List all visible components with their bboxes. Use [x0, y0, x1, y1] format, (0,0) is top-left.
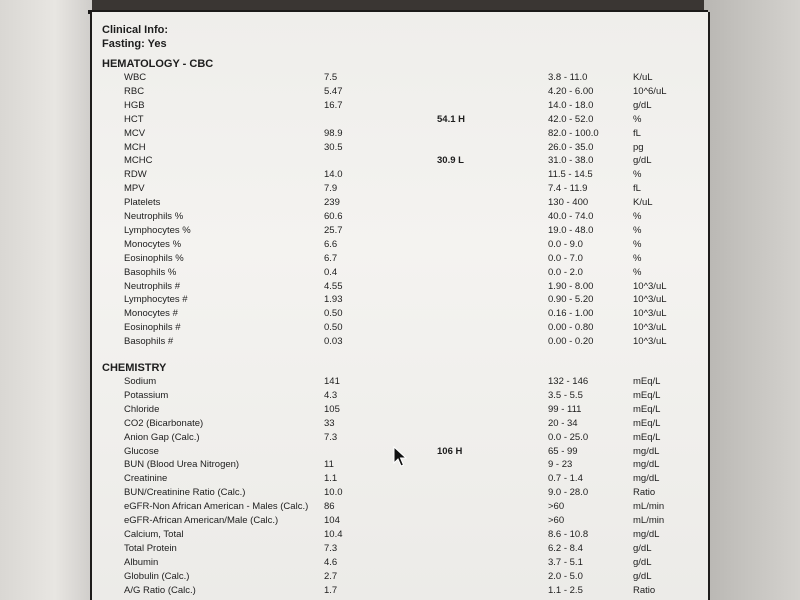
reference-range: 9.0 - 28.0 — [548, 487, 589, 498]
test-name: MCHC — [124, 155, 153, 166]
test-units: Ratio — [633, 585, 656, 596]
test-units: g/dL — [633, 100, 652, 111]
test-name: Sodium — [124, 376, 157, 387]
test-units: mEq/L — [633, 376, 661, 387]
reference-range: 8.6 - 10.8 — [548, 529, 589, 540]
test-name: Platelets — [124, 197, 161, 208]
test-name: eGFR-African American/Male (Calc.) — [124, 515, 279, 526]
test-name: WBC — [124, 72, 147, 83]
reference-range: 1.1 - 2.5 — [548, 585, 583, 596]
reference-range: 19.0 - 48.0 — [548, 225, 594, 236]
test-name: Creatinine — [124, 473, 168, 484]
test-units: g/dL — [633, 557, 652, 568]
reference-range: 2.0 - 5.0 — [548, 571, 583, 582]
abnormal-result-flag: 106 H — [437, 446, 463, 457]
test-result: 0.4 — [324, 267, 338, 278]
test-name: BUN (Blood Urea Nitrogen) — [124, 459, 240, 470]
test-result: 4.3 — [324, 390, 338, 401]
test-units: % — [633, 253, 642, 264]
reference-range: 3.5 - 5.5 — [548, 390, 583, 401]
monitor-bezel-right — [704, 0, 800, 600]
test-units: 10^3/uL — [633, 281, 667, 292]
test-units: % — [633, 239, 642, 250]
test-name: Eosinophils % — [124, 253, 184, 264]
reference-range: 65 - 99 — [548, 446, 578, 457]
reference-range: >60 — [548, 515, 565, 526]
test-name: Monocytes % — [124, 239, 182, 250]
test-name: CO2 (Bicarbonate) — [124, 418, 204, 429]
test-name: HGB — [124, 100, 145, 111]
test-name: Glucose — [124, 446, 159, 457]
reference-range: 31.0 - 38.0 — [548, 155, 594, 166]
test-result: 1.1 — [324, 473, 338, 484]
test-result: 6.7 — [324, 253, 338, 264]
test-units: g/dL — [633, 543, 652, 554]
test-result: 60.6 — [324, 211, 343, 222]
test-units: mL/min — [633, 515, 665, 526]
test-result: 7.9 — [324, 183, 338, 194]
test-units: g/dL — [633, 155, 652, 166]
test-result: 141 — [324, 376, 340, 387]
reference-range: 0.90 - 5.20 — [548, 294, 594, 305]
reference-range: 42.0 - 52.0 — [548, 114, 594, 125]
reference-range: 7.4 - 11.9 — [548, 183, 588, 194]
test-units: Ratio — [633, 487, 656, 498]
test-units: pg — [633, 142, 644, 153]
test-units: mg/dL — [633, 446, 660, 457]
test-result: 7.5 — [324, 72, 338, 83]
test-units: fL — [633, 183, 641, 194]
reference-range: 0.00 - 0.80 — [548, 322, 594, 333]
reference-range: 4.20 - 6.00 — [548, 86, 594, 97]
test-units: mg/dL — [633, 459, 660, 470]
test-name: Lymphocytes % — [124, 225, 191, 236]
reference-range: >60 — [548, 501, 565, 512]
test-result: 239 — [324, 197, 340, 208]
test-result: 10.0 — [324, 487, 343, 498]
reference-range: 0.16 - 1.00 — [548, 308, 594, 319]
test-units: mL/min — [633, 501, 665, 512]
reference-range: 99 - 111 — [548, 404, 582, 415]
test-name: Neutrophils # — [124, 281, 180, 292]
test-name: Globulin (Calc.) — [124, 571, 190, 582]
test-name: Anion Gap (Calc.) — [124, 432, 200, 443]
reference-range: 0.00 - 0.20 — [548, 336, 594, 347]
test-result: 33 — [324, 418, 335, 429]
test-result: 86 — [324, 501, 335, 512]
test-units: % — [633, 225, 642, 236]
test-units: K/uL — [633, 72, 653, 83]
reference-range: 130 - 400 — [548, 197, 589, 208]
test-result: 30.5 — [324, 142, 343, 153]
reference-range: 20 - 34 — [548, 418, 578, 429]
test-name: Total Protein — [124, 543, 177, 554]
test-units: mEq/L — [633, 404, 661, 415]
reference-range: 40.0 - 74.0 — [548, 211, 594, 222]
test-result: 0.50 — [324, 308, 343, 319]
test-result: 6.6 — [324, 239, 338, 250]
test-name: Monocytes # — [124, 308, 178, 319]
fasting-status: Fasting: Yes — [102, 38, 167, 50]
test-name: Calcium, Total — [124, 529, 184, 540]
test-name: MPV — [124, 183, 145, 194]
test-name: BUN/Creatinine Ratio (Calc.) — [124, 487, 246, 498]
reference-range: 11.5 - 14.5 — [548, 169, 593, 180]
reference-range: 0.0 - 9.0 — [548, 239, 583, 250]
test-result: 105 — [324, 404, 340, 415]
test-name: Eosinophils # — [124, 322, 181, 333]
reference-range: 3.7 - 5.1 — [548, 557, 583, 568]
test-units: 10^3/uL — [633, 322, 667, 333]
mouse-pointer-icon — [393, 446, 407, 468]
test-name: RDW — [124, 169, 147, 180]
reference-range: 0.0 - 7.0 — [548, 253, 583, 264]
test-name: Basophils % — [124, 267, 177, 278]
reference-range: 3.8 - 11.0 — [548, 72, 588, 83]
test-name: Chloride — [124, 404, 160, 415]
test-name: Lymphocytes # — [124, 294, 188, 305]
test-result: 11 — [324, 459, 334, 470]
test-name: Potassium — [124, 390, 169, 401]
test-result: 1.93 — [324, 294, 343, 305]
test-result: 4.55 — [324, 281, 343, 292]
test-result: 0.50 — [324, 322, 343, 333]
test-units: 10^6/uL — [633, 86, 667, 97]
test-result: 98.9 — [324, 128, 343, 139]
reference-range: 1.90 - 8.00 — [548, 281, 594, 292]
test-units: 10^3/uL — [633, 336, 667, 347]
test-units: % — [633, 114, 642, 125]
test-result: 2.7 — [324, 571, 338, 582]
test-result: 4.6 — [324, 557, 338, 568]
test-name: MCH — [124, 142, 146, 153]
test-units: g/dL — [633, 571, 652, 582]
test-units: mEq/L — [633, 418, 661, 429]
test-units: mg/dL — [633, 529, 660, 540]
monitor-bezel-left — [0, 0, 92, 600]
section-heading-hematology: HEMATOLOGY - CBC — [102, 58, 214, 70]
test-result: 7.3 — [324, 432, 338, 443]
test-units: 10^3/uL — [633, 308, 667, 319]
test-name: A/G Ratio (Calc.) — [124, 585, 196, 596]
test-units: mEq/L — [633, 432, 661, 443]
test-result: 5.47 — [324, 86, 343, 97]
test-units: mEq/L — [633, 390, 661, 401]
test-name: Albumin — [124, 557, 159, 568]
test-name: eGFR-Non African American - Males (Calc.) — [124, 501, 309, 512]
test-result: 1.7 — [324, 585, 338, 596]
test-units: mg/dL — [633, 473, 660, 484]
reference-range: 0.7 - 1.4 — [548, 473, 583, 484]
reference-range: 9 - 23 — [548, 459, 573, 470]
clinical-info-title: Clinical Info: — [102, 24, 168, 36]
reference-range: 6.2 - 8.4 — [548, 543, 583, 554]
test-result: 7.3 — [324, 543, 338, 554]
test-name: RBC — [124, 86, 145, 97]
test-units: % — [633, 211, 642, 222]
test-units: 10^3/uL — [633, 294, 667, 305]
section-heading-chemistry: CHEMISTRY — [102, 362, 167, 374]
test-units: % — [633, 169, 642, 180]
test-name: MCV — [124, 128, 146, 139]
test-result: 14.0 — [324, 169, 343, 180]
test-name: HCT — [124, 114, 144, 125]
test-name: Basophils # — [124, 336, 174, 347]
test-units: % — [633, 267, 642, 278]
test-result: 10.4 — [324, 529, 343, 540]
test-units: fL — [633, 128, 641, 139]
reference-range: 14.0 - 18.0 — [548, 100, 594, 111]
reference-range: 0.0 - 25.0 — [548, 432, 589, 443]
test-units: K/uL — [633, 197, 653, 208]
lab-report-document — [90, 12, 710, 600]
abnormal-result-flag: 54.1 H — [437, 114, 465, 125]
abnormal-result-flag: 30.9 L — [437, 155, 464, 166]
test-result: 0.03 — [324, 336, 343, 347]
reference-range: 132 - 146 — [548, 376, 589, 387]
reference-range: 82.0 - 100.0 — [548, 128, 599, 139]
test-result: 104 — [324, 515, 340, 526]
reference-range: 26.0 - 35.0 — [548, 142, 594, 153]
reference-range: 0.0 - 2.0 — [548, 267, 583, 278]
test-result: 16.7 — [324, 100, 343, 111]
test-name: Neutrophils % — [124, 211, 184, 222]
test-result: 25.7 — [324, 225, 343, 236]
